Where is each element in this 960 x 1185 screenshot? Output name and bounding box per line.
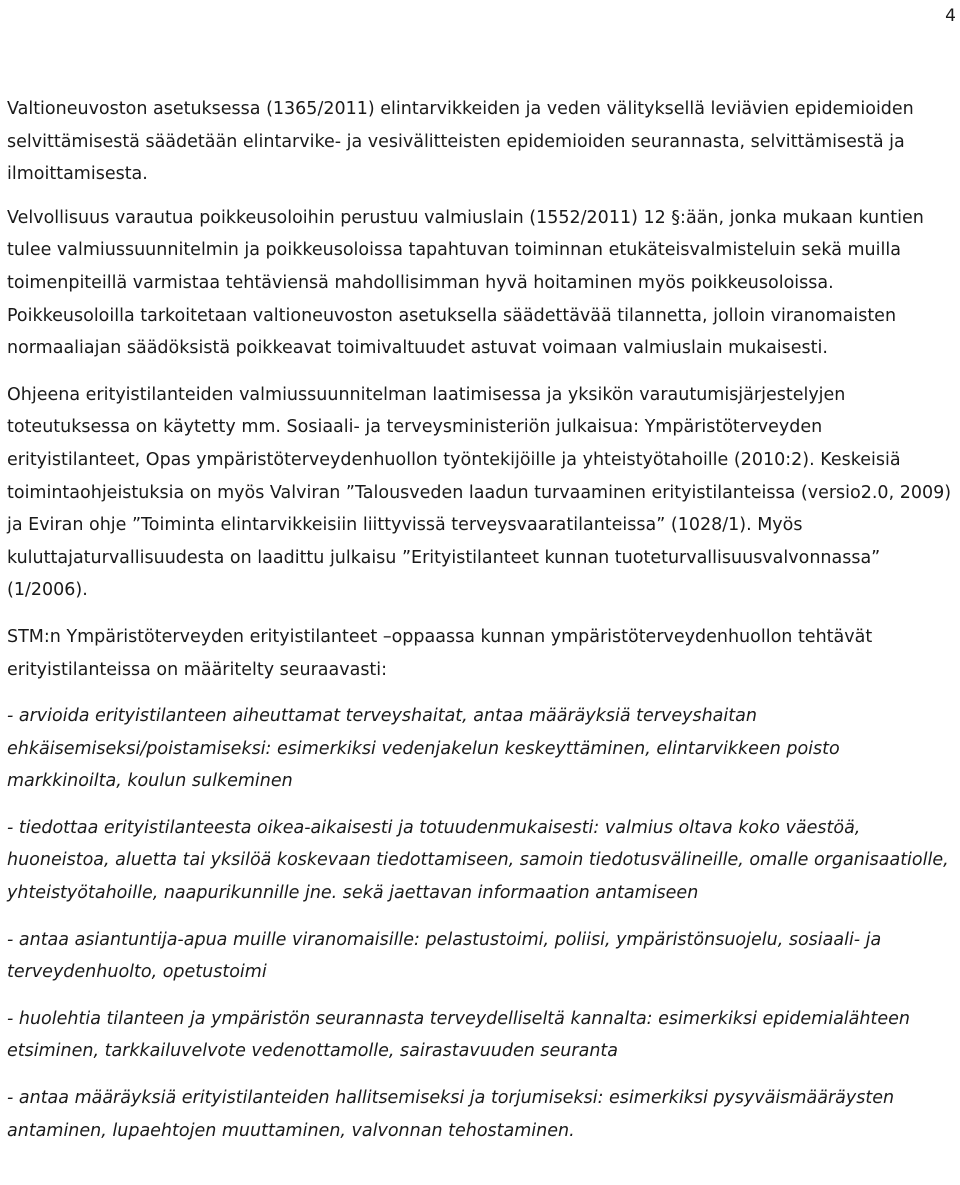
document-body — [7, 93, 955, 1147]
paragraph-stm-duties-intro: STM:n Ympäristöterveyden erityistilanteet –oppaassa kunnan ympäristöterveydenhuollon tehtävät erityistilanteissa on määritelty seuraavasti: — [7, 626, 873, 680]
list-item: - arvioida erityistilanteen aiheuttamat terveyshaitat, antaa määräyksiä terveyshaitan ehkäisemiseksi/poistamiseksi: esimerkiksi vedenjakelun keskeyttäminen, elintarvikkeen poisto markkinoilta, koulun sulkeminen — [7, 706, 840, 792]
page-number: 4 — [945, 6, 956, 26]
duties-list — [7, 700, 955, 1147]
paragraph-preparedness-act: Velvollisuus varautua poikkeusoloihin perustuu valmiuslain (1552/2011) 12 §:ään, jonka mukaan kuntien tulee valmiussuunnitelmin ja poikkeusoloissa tapahtuvan toiminnan etukäteisvalmisteluin sekä muilla toimenpiteillä varmistaa tehtäviensä mahdollisimman hyvä hoitaminen myös poikkeusoloissa. Poikkeusoloilla tarkoitetaan valtioneuvoston asetuksella säädettävää tilannetta, jolloin viranomaisten normaaliajan säädöksistä poikkeavat toimivaltuudet astuvat voimaan valmiuslain mukaisesti. — [7, 207, 924, 359]
list-item: - tiedottaa erityistilanteesta oikea-aikaisesti ja totuudenmukaisesti: valmius oltava koko väestöä, huoneistoa, aluetta tai yksilöä koskevaan tiedottamiseen, samoin tiedotusvälineille, omalle organisaatiolle, yhteistyötahoille, naapurikunnille jne. sekä jaettavan informaation antamiseen — [7, 817, 949, 904]
list-item: - antaa asiantuntija-apua muille viranomaisille: pelastustoimi, poliisi, ympäristönsuojelu, sosiaali- ja terveydenhuolto, opetustoimi — [7, 929, 882, 983]
list-item: - huolehtia tilanteen ja ympäristön seurannasta terveydelliseltä kannalta: esimerkiksi epidemialähteen etsiminen, tarkkailuvelvote vedenottamolle, sairastavuuden seuranta — [7, 1008, 910, 1062]
paragraph-epidemic-decree: Valtioneuvoston asetuksessa (1365/2011) elintarvikkeiden ja veden välityksellä leviävien epidemioiden selvittämisestä säädetään elintarvike- ja vesivälitteisten epidemioiden seurannasta, selvittämisestä ja ilmoittamisesta. — [7, 99, 914, 185]
list-item: - antaa määräyksiä erityistilanteiden hallitsemiseksi ja torjumiseksi: esimerkiksi pysyväismääräysten antaminen, lupaehtojen muuttaminen, valvonnan tehostaminen. — [7, 1088, 895, 1141]
paragraph-guidance-sources: Ohjeena erityistilanteiden valmiussuunnitelman laatimisessa ja yksikön varautumisjärjestelyjen toteutuksessa on käytetty mm. Sosiaali- ja terveysministeriön julkaisua: Ympäristöterveyden erityistilanteet, Opas ympäristöterveydenhuollon työntekijöille ja yhteistyötahoille (2010:2). Keskeisiä toimintaohjeistuksia on myös Valviran ”Talousveden laadun turvaaminen erityistilanteissa (versio2.0, 2009) ja Eviran ohje ”Toiminta elintarvikkeisiin liittyvissä terveysvaaratilanteissa” (1028/1). Myös kuluttajaturvallisuudesta on laadittu julkaisu ”Erityistilanteet kunnan tuoteturvallisuusvalvonnassa” (1/2006). — [7, 384, 952, 601]
